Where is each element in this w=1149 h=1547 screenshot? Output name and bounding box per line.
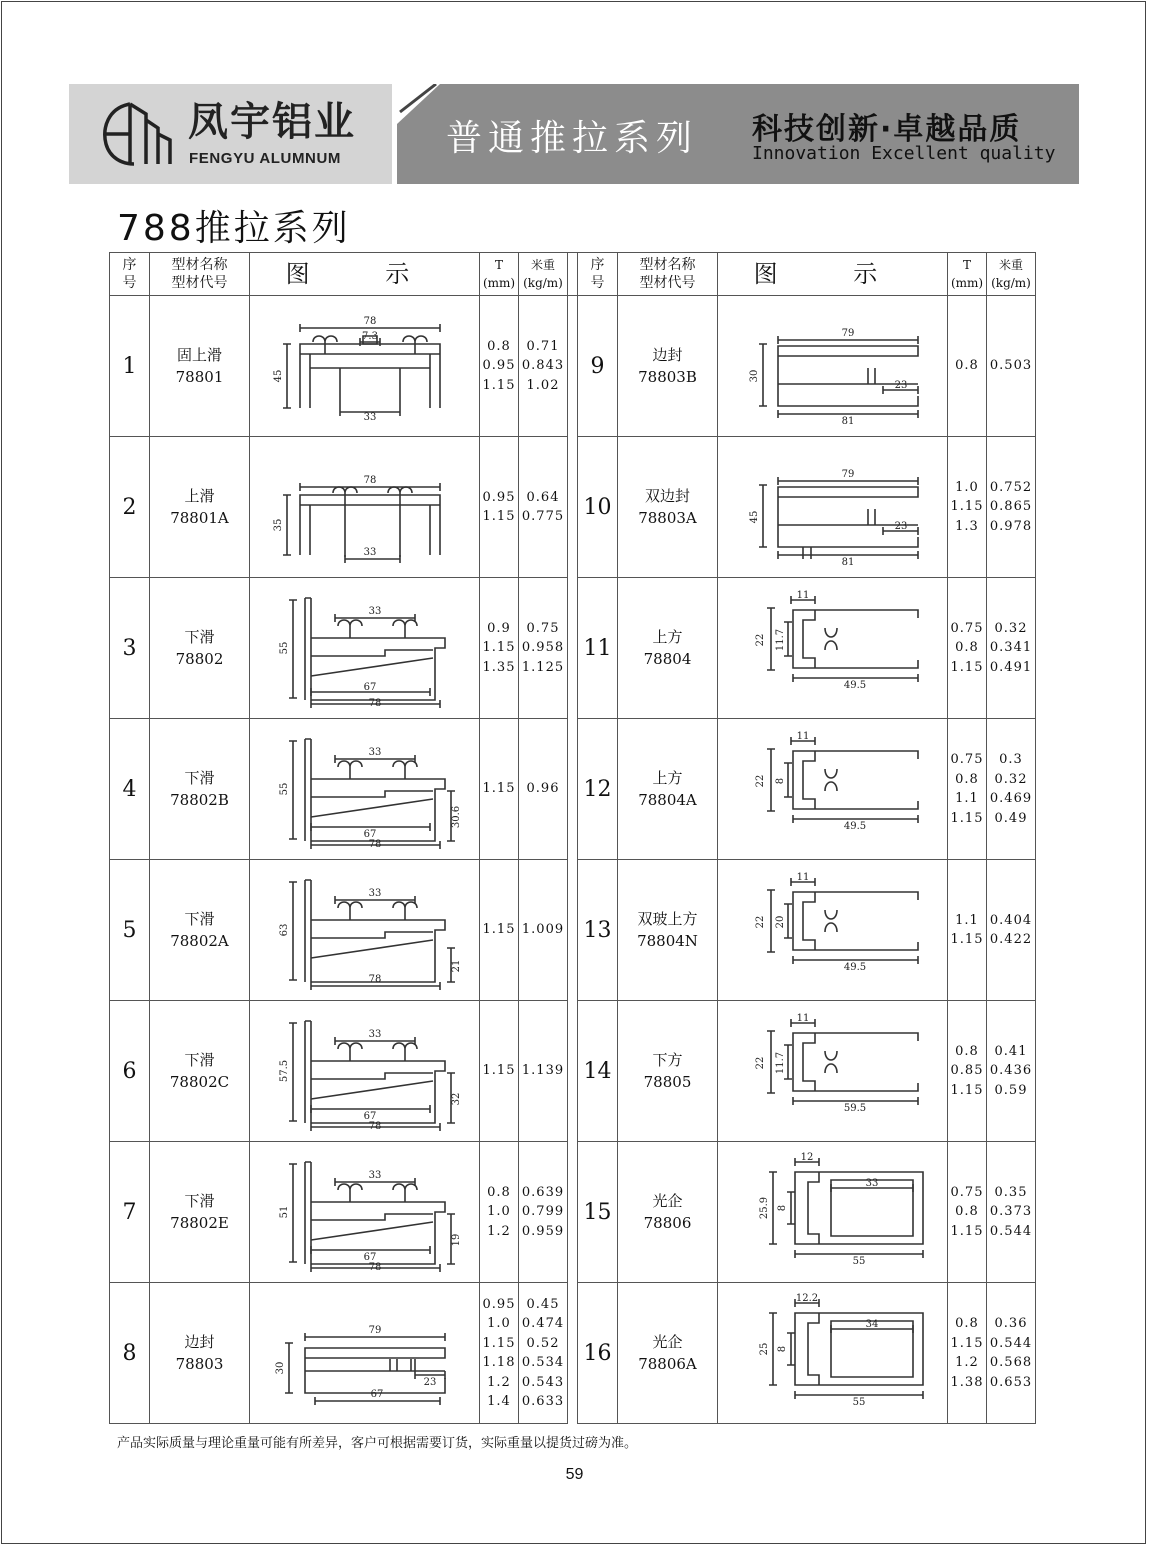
- profile-figure: [250, 1001, 480, 1142]
- dimension-label: 8: [774, 777, 786, 785]
- dimension-label: 49.5: [843, 680, 866, 691]
- profile-name: [618, 719, 718, 860]
- profile-name: [150, 1283, 250, 1424]
- dimension-label: 67: [363, 682, 376, 693]
- dimension-label: 81: [841, 416, 854, 426]
- header-t: T (mm): [948, 253, 987, 296]
- dimension-label: 30.6: [450, 805, 462, 829]
- thickness-values: 0.75 0.8 1.1 1.15: [948, 719, 987, 860]
- dimension-label: 33: [363, 412, 376, 423]
- profile-code: 78802C: [169, 1073, 230, 1091]
- header-weight: 米重 (kg/m): [519, 253, 568, 296]
- thickness-values: 1.15: [480, 719, 519, 860]
- table-row: [110, 1001, 1036, 1142]
- profile-name: [150, 1001, 250, 1142]
- row-number: 6: [110, 1001, 150, 1142]
- dimension-label: 63: [278, 923, 290, 937]
- dimension-label: 78: [368, 1121, 381, 1131]
- dimension-label: 78: [363, 316, 376, 327]
- table-row: [110, 1283, 1036, 1424]
- header-seq: 序 号: [110, 253, 150, 296]
- profile-figure: [250, 1142, 480, 1283]
- dimension-label: 11: [796, 872, 809, 883]
- brand-name-cn: 凤宇铝业: [188, 99, 356, 145]
- dimension-label: 11: [796, 590, 809, 601]
- dimension-label: 67: [363, 829, 376, 840]
- dimension-label: 55: [852, 1256, 865, 1267]
- weight-values: 0.3 0.32 0.469 0.49: [987, 719, 1036, 860]
- weight-values: 0.41 0.436 0.59: [987, 1001, 1036, 1142]
- thickness-values: 0.8 1.15 1.2 1.38: [948, 1283, 987, 1424]
- profile-name-cn: 上方: [652, 628, 683, 646]
- profile-figure: [250, 860, 480, 1001]
- row-number: 12: [578, 719, 618, 860]
- profile-code: 78802B: [170, 791, 229, 809]
- dimension-label: 35: [272, 518, 284, 532]
- dimension-label: 45: [748, 510, 760, 524]
- table-row: [110, 1142, 1036, 1283]
- profile-code: 78806A: [638, 1355, 697, 1373]
- profile-name-cn: 下滑: [184, 769, 215, 787]
- profile-name-cn: 光企: [652, 1333, 683, 1351]
- dimension-label: 12: [800, 1152, 813, 1163]
- profile-code: 78803A: [638, 509, 697, 527]
- dimension-label: 22: [754, 633, 766, 647]
- profile-code: 78801A: [170, 509, 229, 527]
- dimension-label: 19: [450, 1233, 462, 1247]
- slogan-en: Innovation Excellent quality: [752, 143, 1056, 164]
- profile-name-cn: 下滑: [184, 1192, 215, 1210]
- dimension-label: 51: [278, 1205, 290, 1219]
- profile-code: 78802A: [170, 932, 229, 950]
- slogan-cn: 科技创新·卓越品质: [752, 112, 1022, 147]
- table-row: [110, 578, 1036, 719]
- weight-values: 0.36 0.544 0.568 0.653: [987, 1283, 1036, 1424]
- dimension-label: 78: [363, 475, 376, 486]
- weight-values: 0.404 0.422: [987, 860, 1036, 1001]
- dimension-label: 78: [368, 1262, 381, 1272]
- profile-figure: [718, 578, 948, 719]
- dimension-label: 7.3: [361, 331, 378, 342]
- dimension-label: 33: [363, 547, 376, 558]
- profile-name: [618, 437, 718, 578]
- weight-values: 1.139: [519, 1001, 568, 1142]
- brand-name-en: FENGYU ALUMNUM: [189, 150, 341, 167]
- weight-values: 0.64 0.775: [519, 437, 568, 578]
- dimension-label: 23: [894, 380, 907, 391]
- dimension-label: 67: [363, 1111, 376, 1122]
- row-number: 9: [578, 296, 618, 437]
- dimension-label: 11.7: [774, 1051, 786, 1075]
- table-row: [110, 296, 1036, 437]
- dimension-label: 30: [748, 369, 760, 383]
- profile-figure: [718, 860, 948, 1001]
- profile-drawing: [265, 447, 465, 567]
- profile-figure: [718, 1001, 948, 1142]
- profile-name: [150, 296, 250, 437]
- dimension-label: 33: [368, 1170, 381, 1181]
- profile-drawing: [733, 729, 933, 849]
- dimension-label: 12.2: [795, 1293, 818, 1304]
- profile-figure: [718, 437, 948, 578]
- thickness-values: 0.75 0.8 1.15: [948, 1142, 987, 1283]
- row-number: 14: [578, 1001, 618, 1142]
- dimension-label: 55: [278, 641, 290, 655]
- profile-drawing: [733, 588, 933, 708]
- profile-code: 78802E: [170, 1214, 229, 1232]
- row-number: 5: [110, 860, 150, 1001]
- dimension-label: 78: [368, 839, 381, 849]
- profile-figure: [250, 719, 480, 860]
- row-number: 15: [578, 1142, 618, 1283]
- dimension-label: 25.9: [758, 1196, 770, 1220]
- profile-name: [150, 860, 250, 1001]
- profile-name: [618, 1142, 718, 1283]
- header-weight: 米重 (kg/m): [987, 253, 1036, 296]
- dimension-label: 33: [368, 1029, 381, 1040]
- row-number: 1: [110, 296, 150, 437]
- dimension-label: 78: [368, 974, 381, 985]
- page-number: 59: [565, 1466, 584, 1483]
- profile-name: [150, 578, 250, 719]
- profile-figure: [718, 719, 948, 860]
- dimension-label: 32: [450, 1092, 462, 1106]
- thickness-values: 1.1 1.15: [948, 860, 987, 1001]
- weight-values: 0.639 0.799 0.959: [519, 1142, 568, 1283]
- profile-name-cn: 双边封: [644, 487, 690, 505]
- dimension-label: 49.5: [843, 962, 866, 973]
- profile-name-cn: 下滑: [184, 628, 215, 646]
- dimension-label: 79: [841, 328, 854, 339]
- profile-name-cn: 下滑: [184, 1051, 215, 1069]
- profile-figure: [718, 1142, 948, 1283]
- weight-values: 1.009: [519, 860, 568, 1001]
- profile-code: 78803B: [638, 368, 697, 386]
- row-number: 8: [110, 1283, 150, 1424]
- profile-drawing: [733, 447, 933, 567]
- profile-name: [150, 1142, 250, 1283]
- profile-figure: [718, 1283, 948, 1424]
- profile-drawing: [265, 1011, 465, 1131]
- profile-drawing: [265, 588, 465, 708]
- thickness-values: 1.15: [480, 860, 519, 1001]
- row-number: 10: [578, 437, 618, 578]
- profile-name-cn: 下方: [652, 1051, 683, 1069]
- row-number: 16: [578, 1283, 618, 1424]
- dimension-label: 49.5: [843, 821, 866, 832]
- row-number: 3: [110, 578, 150, 719]
- dimension-label: 67: [363, 1252, 376, 1263]
- thickness-values: 0.95 1.0 1.15 1.18 1.2 1.4: [480, 1283, 519, 1424]
- dimension-label: 23: [894, 521, 907, 532]
- profile-name-cn: 上方: [652, 769, 683, 787]
- profile-code: 78803: [175, 1355, 224, 1373]
- profile-name-cn: 固上滑: [176, 346, 222, 364]
- page-heading: 788推拉系列: [117, 208, 351, 249]
- thickness-values: 0.8 1.0 1.2: [480, 1142, 519, 1283]
- profile-code: 78802: [175, 650, 224, 668]
- dimension-label: 78: [368, 698, 381, 708]
- profile-table: [109, 252, 1036, 1424]
- profile-drawing: [265, 729, 465, 849]
- dimension-label: 25: [758, 1342, 770, 1356]
- profile-name-cn: 边封: [184, 1333, 215, 1351]
- header-seq: 序 号: [578, 253, 618, 296]
- profile-figure: [250, 437, 480, 578]
- dimension-label: 45: [272, 369, 284, 383]
- thickness-values: 1.15: [480, 1001, 519, 1142]
- profile-drawing: [733, 1293, 933, 1413]
- profile-drawing: [265, 870, 465, 990]
- profile-name: [150, 719, 250, 860]
- footnote: 产品实际质量与理论重量可能有所差异，客户可根据需要订货，实际重量以提货过磅为准。: [117, 1436, 638, 1451]
- table-header-row: [110, 253, 1036, 296]
- profile-name: [618, 578, 718, 719]
- dimension-label: 33: [865, 1178, 878, 1189]
- series-title: 普通推拉系列: [446, 118, 699, 159]
- profile-drawing: [265, 1293, 465, 1413]
- header-t: T (mm): [480, 253, 519, 296]
- dimension-label: 33: [368, 888, 381, 899]
- dimension-label: 79: [841, 469, 854, 480]
- dimension-label: 8: [776, 1204, 788, 1212]
- logo-icon: [100, 100, 174, 168]
- thickness-values: 0.8: [948, 296, 987, 437]
- dimension-label: 20: [774, 915, 786, 929]
- profile-name: [618, 860, 718, 1001]
- dimension-label: 22: [754, 915, 766, 929]
- dimension-label: 55: [852, 1397, 865, 1408]
- dimension-label: 8: [776, 1345, 788, 1353]
- weight-values: 0.45 0.474 0.52 0.534 0.543 0.633: [519, 1283, 568, 1424]
- profile-name-cn: 光企: [652, 1192, 683, 1210]
- table-row: [110, 860, 1036, 1001]
- profile-drawing: [733, 870, 933, 990]
- dimension-label: 22: [754, 1056, 766, 1070]
- thickness-values: 0.75 0.8 1.15: [948, 578, 987, 719]
- dimension-label: 21: [450, 959, 462, 973]
- dimension-label: 34: [865, 1319, 878, 1330]
- profile-code: 78804A: [638, 791, 697, 809]
- thickness-values: 1.0 1.15 1.3: [948, 437, 987, 578]
- profile-name-cn: 边封: [652, 346, 683, 364]
- row-number: 2: [110, 437, 150, 578]
- row-number: 13: [578, 860, 618, 1001]
- profile-name-cn: 双玻上方: [637, 910, 698, 928]
- dimension-label: 11: [796, 1013, 809, 1024]
- weight-values: 0.503: [987, 296, 1036, 437]
- header-name: 型材名称 型材代号: [150, 253, 250, 296]
- dimension-label: 30: [274, 1361, 286, 1375]
- thickness-values: 0.8 0.95 1.15: [480, 296, 519, 437]
- dimension-label: 22: [754, 774, 766, 788]
- dimension-label: 55: [278, 782, 290, 796]
- profile-drawing: [265, 1152, 465, 1272]
- profile-name-cn: 上滑: [184, 487, 215, 505]
- profile-drawing: [733, 1152, 933, 1272]
- profile-code: 78804: [643, 650, 692, 668]
- dimension-label: 57.5: [278, 1059, 290, 1083]
- dimension-label: 11.7: [774, 628, 786, 652]
- profile-figure: [250, 1283, 480, 1424]
- header-figure: 图 示: [718, 253, 948, 296]
- profile-name: [150, 437, 250, 578]
- dimension-label: 67: [370, 1389, 383, 1400]
- dimension-label: 33: [368, 606, 381, 617]
- profile-name: [618, 1283, 718, 1424]
- weight-values: 0.96: [519, 719, 568, 860]
- row-number: 7: [110, 1142, 150, 1283]
- profile-drawing: [265, 306, 465, 426]
- thickness-values: 0.9 1.15 1.35: [480, 578, 519, 719]
- profile-code: 78801: [175, 368, 224, 386]
- weight-values: 0.32 0.341 0.491: [987, 578, 1036, 719]
- weight-values: 0.752 0.865 0.978: [987, 437, 1036, 578]
- banner-divider: [392, 84, 442, 184]
- header-name: 型材名称 型材代号: [618, 253, 718, 296]
- profile-code: 78804N: [637, 932, 698, 950]
- dimension-label: 11: [796, 731, 809, 742]
- weight-values: 0.75 0.958 1.125: [519, 578, 568, 719]
- dimension-label: 81: [841, 557, 854, 567]
- thickness-values: 0.8 0.85 1.15: [948, 1001, 987, 1142]
- profile-name: [618, 296, 718, 437]
- dimension-label: 33: [368, 747, 381, 758]
- profile-figure: [250, 578, 480, 719]
- row-number: 11: [578, 578, 618, 719]
- profile-figure: [718, 296, 948, 437]
- profile-name: [618, 1001, 718, 1142]
- weight-values: 0.71 0.843 1.02: [519, 296, 568, 437]
- table-row: [110, 719, 1036, 860]
- profile-figure: [250, 296, 480, 437]
- row-number: 4: [110, 719, 150, 860]
- header-figure: 图 示: [250, 253, 480, 296]
- dimension-label: 59.5: [843, 1103, 866, 1114]
- profile-drawing: [733, 1011, 933, 1131]
- dimension-label: 79: [368, 1325, 381, 1336]
- profile-code: 78805: [643, 1073, 692, 1091]
- profile-code: 78806: [643, 1214, 692, 1232]
- table-row: [110, 437, 1036, 578]
- weight-values: 0.35 0.373 0.544: [987, 1142, 1036, 1283]
- profile-drawing: [733, 306, 933, 426]
- thickness-values: 0.95 1.15: [480, 437, 519, 578]
- profile-name-cn: 下滑: [184, 910, 215, 928]
- dimension-label: 23: [423, 1377, 436, 1388]
